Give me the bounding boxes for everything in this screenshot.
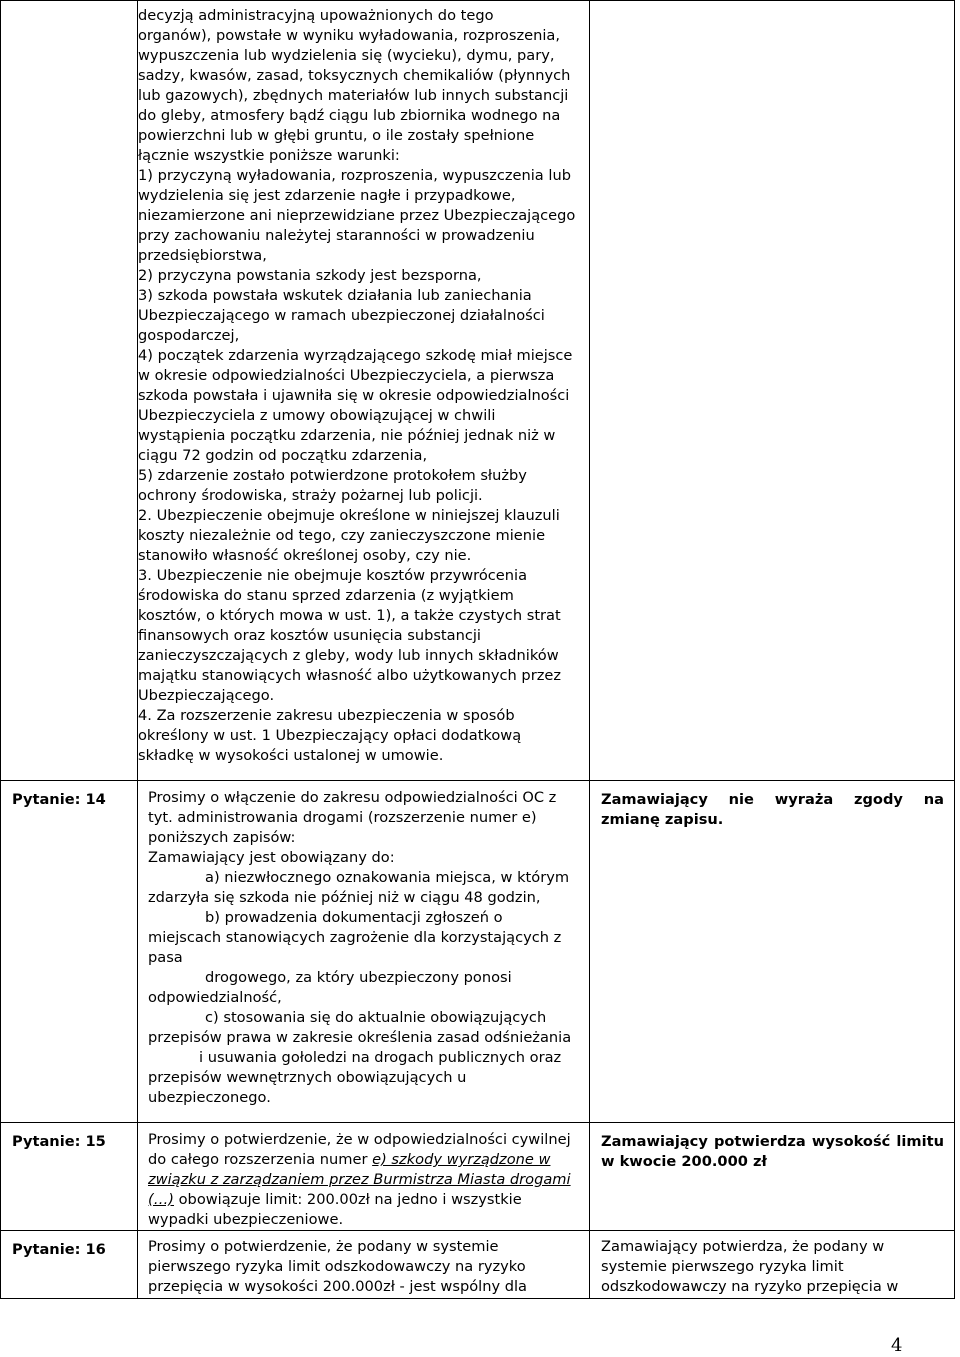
clause-line: 4. Za rozszerzenie zakresu ubezpieczenia w sposób — [138, 707, 515, 724]
clause-line: środowiska do stanu sprzed zdarzenia (z wyjątkiem — [138, 587, 514, 604]
question-line: miejscach stanowiących zagrożenie dla korzystających z — [148, 929, 562, 946]
question-label-cell — [1, 781, 138, 1123]
clause-line: finansowych oraz kosztów usunięcia substancji — [138, 627, 481, 644]
question-line: zdarzyła się szkoda nie później niż w ciągu 48 godzin, — [148, 889, 541, 906]
empty-answer-cell — [590, 1, 955, 781]
clause-line: ciągu 72 godzin od początku zdarzenia, — [138, 447, 428, 464]
clause-line: decyzją administracyjną upoważnionych do tego — [138, 7, 494, 24]
clause-line: zanieczyszczających z gleby, wody lub innych składników — [138, 647, 559, 664]
clause-line: 3. Ubezpieczenie nie obejmuje kosztów przywrócenia — [138, 567, 528, 584]
table-row — [1, 1, 955, 781]
clause-line: wypuszczenia lub wydzielenia się (wycieku), dymu, pary, — [138, 47, 555, 64]
clause-line: gospodarczej, — [138, 327, 240, 344]
clause-line: 1) przyczyną wyładowania, rozproszenia, wypuszczenia lub — [138, 167, 571, 184]
answer-cell — [590, 1231, 955, 1299]
clause-line: Ubezpieczyciela z umowy obowiązującej w chwili — [138, 407, 496, 424]
question-label-cell — [1, 1231, 138, 1299]
question-text: Prosimy o potwierdzenie, że w odpowiedzialności cywilnej do całego rozszerzenia numer — [148, 1131, 571, 1168]
answer-text: Zamawiający potwierdza, że podany w systemie pierwszego ryzyka limit odszkodowawczy na ryzyko przepięcia w — [601, 1238, 899, 1295]
clause-line: przy zachowaniu należytej staranności w prowadzeniu — [138, 227, 535, 244]
clause-line: kosztów, o których mowa w ust. 1), a także czystych strat — [138, 607, 561, 624]
clause-text — [138, 6, 589, 766]
answer-cell — [590, 781, 955, 1123]
question-text: Prosimy o potwierdzenie, że podany w systemie pierwszego ryzyka limit odszkodowawczy na ryzyko przepięcia w wysokości 200.000zł - jest wspólny dla — [148, 1238, 527, 1295]
clause-line: niezamierzone ani nieprzewidziane przez Ubezpieczającego — [138, 207, 576, 224]
question-line: ubezpieczonego. — [148, 1089, 271, 1106]
clause-line: ochrony środowiska, straży pożarnej lub policji. — [138, 487, 483, 504]
answer-text: Zamawiający potwierdza wysokość limitu w kwocie 200.000 zł — [601, 1133, 944, 1170]
clause-line: do gleby, atmosfery bądź ciągu lub zbiornika wodnego na — [138, 107, 561, 124]
question-text-cell — [138, 781, 590, 1123]
question-line: tyt. administrowania drogami (rozszerzenie numer e) — [148, 809, 537, 826]
continued-clause-cell — [138, 1, 590, 781]
page-number: 4 — [891, 1335, 903, 1356]
clause-line: organów), powstałe w wyniku wyładowania, rozproszenia, — [138, 27, 560, 44]
question-text: obowiązuje limit: 200.00zł na jedno i wszystkie wypadki ubezpieczeniowe. — [148, 1191, 522, 1228]
question-text-cell — [138, 1123, 590, 1231]
question-line: poniższych zapisów: — [148, 829, 296, 846]
clause-line: 2) przyczyna powstania szkody jest bezsporna, — [138, 267, 482, 284]
clause-line: Ubezpieczającego w ramach ubezpieczonej działalności — [138, 307, 545, 324]
question-line: a) niezwłocznego oznakowania miejsca, w którym — [205, 869, 570, 886]
question-label: Pytanie: 15 — [12, 1133, 106, 1150]
table-row — [1, 1123, 955, 1231]
clause-line: sadzy, kwasów, zasad, toksycznych chemikaliów (płynnych — [138, 67, 571, 84]
clause-line: szkoda powstała i ujawniła się w okresie odpowiedzialności — [138, 387, 570, 404]
clause-line: przedsiębiorstwa, — [138, 247, 267, 264]
clause-line: lub gazowych), zbędnych materiałów lub innych substancji — [138, 87, 569, 104]
clause-line: powierzchni lub w głębi gruntu, o ile zostały spełnione — [138, 127, 535, 144]
clause-line: określony w ust. 1 Ubezpieczający opłaci dodatkową — [138, 727, 522, 744]
clause-line: w okresie odpowiedzialności Ubezpieczyciela, a pierwsza — [138, 367, 555, 384]
clause-line: wydzielenia się jest zdarzenie nagłe i przypadkowe, — [138, 187, 516, 204]
question-line: Zamawiający jest obowiązany do: — [148, 849, 395, 866]
table-row — [1, 1231, 955, 1299]
question-line: b) prowadzenia dokumentacji zgłoszeń o — [205, 909, 503, 926]
answer-cell — [590, 1123, 955, 1231]
question-line: drogowego, za który ubezpieczony ponosi — [205, 969, 512, 986]
clause-line: składkę w wysokości ustalonej w umowie. — [138, 747, 444, 764]
clause-line: 3) szkoda powstała wskutek działania lub zaniechania — [138, 287, 532, 304]
question-label: Pytanie: 16 — [12, 1241, 106, 1258]
clause-line: stanowiło własność określonej osoby, czy nie. — [138, 547, 472, 564]
clause-line: koszty niezależnie od tego, czy zanieczyszczone mienie — [138, 527, 546, 544]
question-line: c) stosowania się do aktualnie obowiązujących — [205, 1009, 547, 1026]
question-line: i usuwania gołoledzi na drogach publicznych oraz — [199, 1049, 562, 1066]
question-line: odpowiedzialność, — [148, 989, 282, 1006]
clause-line: łącznie wszystkie poniższe warunki: — [138, 147, 400, 164]
question-line: przepisów prawa w zakresie określenia zasad odśnieżania — [148, 1029, 572, 1046]
clause-line: majątku stanowiących własność albo użytkowanych przez — [138, 667, 561, 684]
answer-text: Zamawiający nie wyraża zgody na zmianę zapisu. — [601, 791, 944, 828]
clause-line: wystąpienia początku zdarzenia, nie później jednak niż w — [138, 427, 556, 444]
question-label-cell — [1, 1123, 138, 1231]
clause-line: 5) zdarzenie zostało potwierdzone protokołem służby — [138, 467, 527, 484]
clause-line: 2. Ubezpieczenie obejmuje określone w niniejszej klauzuli — [138, 507, 560, 524]
question-text-cell — [138, 1231, 590, 1299]
question-line: pasa — [148, 949, 183, 966]
question-label: Pytanie: 14 — [12, 791, 106, 808]
question-line: Prosimy o włączenie do zakresu odpowiedzialności OC z — [148, 789, 557, 806]
quoted-clause: e) szkody wyrządzone w związku z zarządzaniem przez Burmistrza Miasta drogami (…) — [148, 1151, 571, 1208]
table-row — [1, 781, 955, 1123]
question-line: przepisów wewnętrznych obowiązujących u — [148, 1069, 467, 1086]
clause-line: 4) początek zdarzenia wyrządzającego szkodę miał miejsce — [138, 347, 573, 364]
empty-label-cell — [1, 1, 138, 781]
clause-line: Ubezpieczającego. — [138, 687, 275, 704]
